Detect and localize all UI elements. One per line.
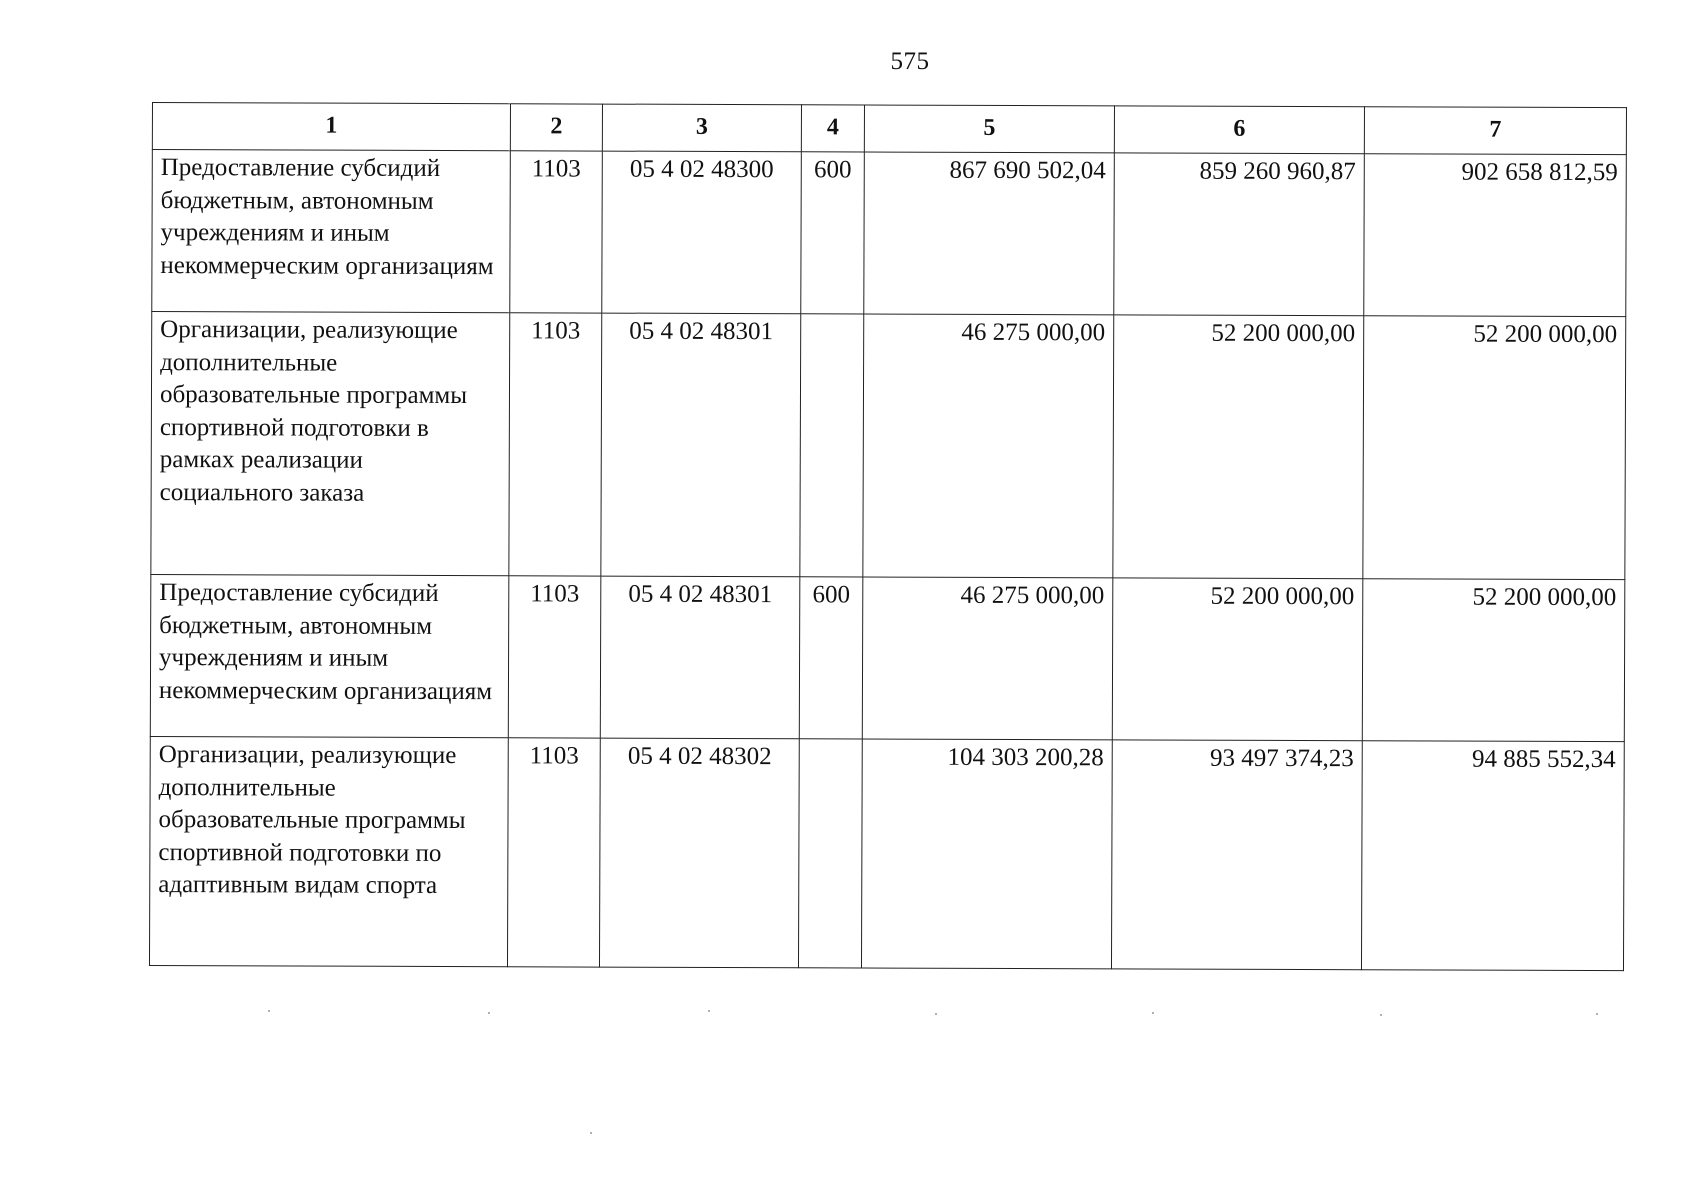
amount-cell-6: 93 497 374,23 [1111,740,1362,970]
amount-cell-6: 859 260 960,87 [1114,153,1365,316]
scan-speck [488,1012,490,1014]
budget-table [149,102,1627,971]
expense-type-cell: 600 [799,577,863,739]
amount-cell-5: 867 690 502,04 [864,152,1115,315]
expense-type-cell [800,314,864,577]
target-code-cell: 05 4 02 48301 [601,313,801,577]
header-row [152,103,1626,155]
column-header-5: 5 [864,105,1114,153]
row-name-cell: Организации, реализующие дополнительные образовательные программы спортивной подготовки по адаптивным видам спорта [149,736,508,966]
amount-cell-7: 902 658 812,59 [1364,154,1627,317]
expense-type-cell [798,739,862,968]
scan-speck [1380,1014,1382,1016]
row-name-cell: Организации, реализующие дополнительные образовательные программы спортивной подготовки в рамках реализации социального заказа [151,312,510,576]
amount-cell-5: 46 275 000,00 [862,577,1113,740]
column-header-4: 4 [801,105,864,152]
page-number: 575 [890,48,930,75]
amount-cell-5: 46 275 000,00 [863,314,1114,578]
target-code-cell: 05 4 02 48301 [600,576,800,739]
column-header-3: 3 [602,104,801,152]
amount-cell-7: 52 200 000,00 [1362,579,1625,742]
table-row [149,736,1624,970]
expense-type-cell: 600 [801,152,865,314]
column-header-2: 2 [510,104,602,151]
table-row [151,312,1626,580]
section-code-cell: 1103 [507,738,600,967]
amount-cell-5: 104 303 200,28 [861,739,1112,969]
scan-speck [268,1010,270,1012]
amount-cell-6: 52 200 000,00 [1113,315,1364,579]
scan-speck [590,1132,592,1134]
scan-speck [1152,1012,1154,1014]
scan-speck [708,1010,710,1012]
column-header-1: 1 [152,103,510,151]
target-code-cell: 05 4 02 48302 [599,738,799,968]
row-name-cell: Предоставление субсидий бюджетным, автономным учреждениям и иным некоммерческим организациям [152,150,511,313]
column-header-6: 6 [1114,106,1364,154]
amount-cell-7: 94 885 552,34 [1361,741,1624,971]
row-name-cell: Предоставление субсидий бюджетным, автономным учреждениям и иным некоммерческим организациям [150,574,509,737]
table-row [150,574,1625,741]
section-code-cell: 1103 [508,576,601,738]
column-header-7: 7 [1364,107,1626,155]
amount-cell-7: 52 200 000,00 [1363,316,1626,580]
section-code-cell: 1103 [509,313,602,576]
scan-speck [1596,1013,1598,1015]
target-code-cell: 05 4 02 48300 [602,151,802,314]
table-row [152,150,1627,317]
section-code-cell: 1103 [510,151,603,313]
amount-cell-6: 52 200 000,00 [1112,578,1363,741]
scan-speck [935,1013,937,1015]
